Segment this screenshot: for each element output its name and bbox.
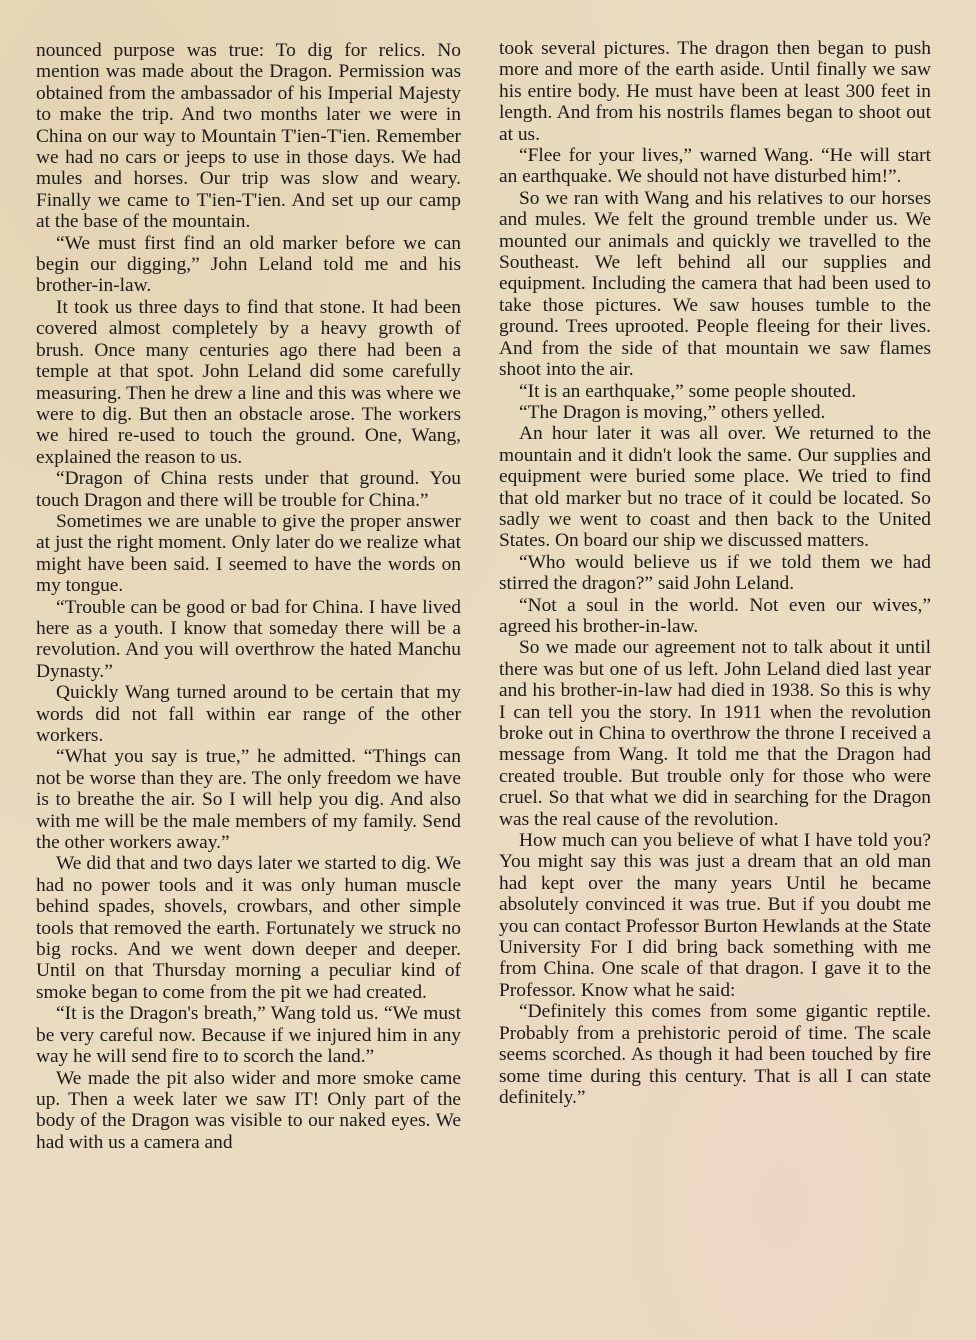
paragraph: “We must first find an old marker before we can begin our digging,” John Leland told me and his brother-in-law. (36, 232, 461, 297)
paragraph: Quickly Wang turned around to be certain that my words did not fall within ear range of the other workers. (36, 682, 461, 746)
paragraph: “Definitely this comes from some gigantic reptile. Probably from a prehistoric peroid of time. The scale seems scorched. As though it had been touched by fire some time during this century. That is all I can state definitely.” (499, 1001, 931, 1108)
right-column (499, 38, 931, 1288)
paragraph: We did that and two days later we started to dig. We had no power tools and it was only human muscle behind spades, shovels, crowbars, and other simple tools that removed the earth. Fortunately we struck no big rocks. And we went down deeper and deeper. Until on that Thursday morning a peculiar kind of smoke began to come from the pit we had created. (36, 853, 461, 1003)
paragraph: “What you say is true,” he admitted. “Things can not be worse than they are. The only freedom we have is to breathe the air. So I will help you dig. And also with me will be the male members of my family. Send the other workers away.” (36, 746, 461, 854)
left-column (36, 40, 461, 1290)
paragraph: So we ran with Wang and his relatives to our horses and mules. We felt the ground tremble under us. We mounted our animals and quickly we travelled to the Southeast. We left behind all our supplies and equipment. Including the camera that had been used to take those pictures. We saw houses tumble to the ground. Trees uprooted. People fleeing for their lives. And from the side of that mountain we saw flames shoot into the air. (499, 187, 931, 381)
paragraph: “Who would believe us if we told them we had stirred the dragon?” said John Leland. (499, 551, 931, 595)
paragraph: It took us three days to find that stone. It had been covered almost completely by a heavy growth of brush. Once many centuries ago there had been a temple at that spot. John Leland did some carefully measuring. Then he drew a line and this was where we were to dig. But then an obstacle arose. The workers we hired re-used to touch the ground. One, Wang, explained the reason to us. (36, 296, 461, 468)
paragraph: We made the pit also wider and more smoke came up. Then a week later we saw IT! Only part of the body of the Dragon was visible to our naked eyes. We had with us a camera and (36, 1067, 461, 1153)
paragraph: nounced purpose was true: To dig for relics. No mention was made about the Dragon. Permission was obtained from the ambassador of his Imperial Majesty to make the trip. And two months later we were in China on our way to Mountain T'ien-T'ien. Remember we had no cars or jeeps to use in those days. We had mules and horses. Our trip was slow and weary. Finally we came to T'ien-T'ien. And set up our camp at the base of the mountain. (36, 40, 461, 233)
paragraph: “Flee for your lives,” warned Wang. “He will start an earthquake. We should not have disturbed him!”. (499, 145, 931, 188)
paragraph: How much can you believe of what I have told you? You might say this was just a dream that an old man had kept over the many years Until he became absolutely convinced it was true. But if you doubt me you can contact Professor Burton Hewlands at the State University For I did bring back something with me from China. One scale of that dragon. I gave it to the Professor. Know what he said: (499, 830, 931, 1001)
paragraph: “The Dragon is moving,” others yelled. (519, 401, 826, 423)
paragraph: Sometimes we are unable to give the proper answer at just the right moment. Only later do we realize what might have been said. I seemed to have the words on my tongue. (36, 510, 461, 597)
paragraph: took several pictures. The dragon then began to push more and more of the earth aside. Until finally we saw his entire body. He must have been at least 300 feet in length. And from his nostrils flames began to shoot out at us. (499, 38, 931, 145)
paragraph: An hour later it was all over. We returned to the mountain and it didn't look the same. Our supplies and equipment were buried some place. We tried to find that old marker but no trace of it could be located. So sadly we went to coast and then back to the United States. On board our ship we discussed matters. (499, 423, 931, 552)
paragraph: So we made our agreement not to talk about it until there was but one of us left. John Leland died last year and his brother-in-law had died in 1938. So this is why I can tell you the story. In 1911 when the revolution broke out in China to overthrow the throne I received a message from Wang. It told me that the Dragon had created trouble. But trouble only for those who were cruel. So that what we did in searching for the Dragon was the real cause of the revolution. (499, 637, 931, 830)
paragraph: “It is an earthquake,” some people shouted. (519, 380, 857, 402)
paragraph: “It is the Dragon's breath,” Wang told us. “We must be very careful now. Because if we injured him in any way he will send fire to to scorch the land.” (36, 1003, 461, 1068)
paragraph: “Trouble can be good or bad for China. I have lived here as a youth. I know that someday there will be a revolution. And you will overthrow the hated Manchu Dynasty.” (36, 596, 461, 682)
paragraph: “Dragon of China rests under that ground. You touch Dragon and there will be trouble for China.” (36, 468, 461, 511)
paragraph: “Not a soul in the world. Not even our wives,” agreed his brother-in-law. (499, 594, 931, 637)
